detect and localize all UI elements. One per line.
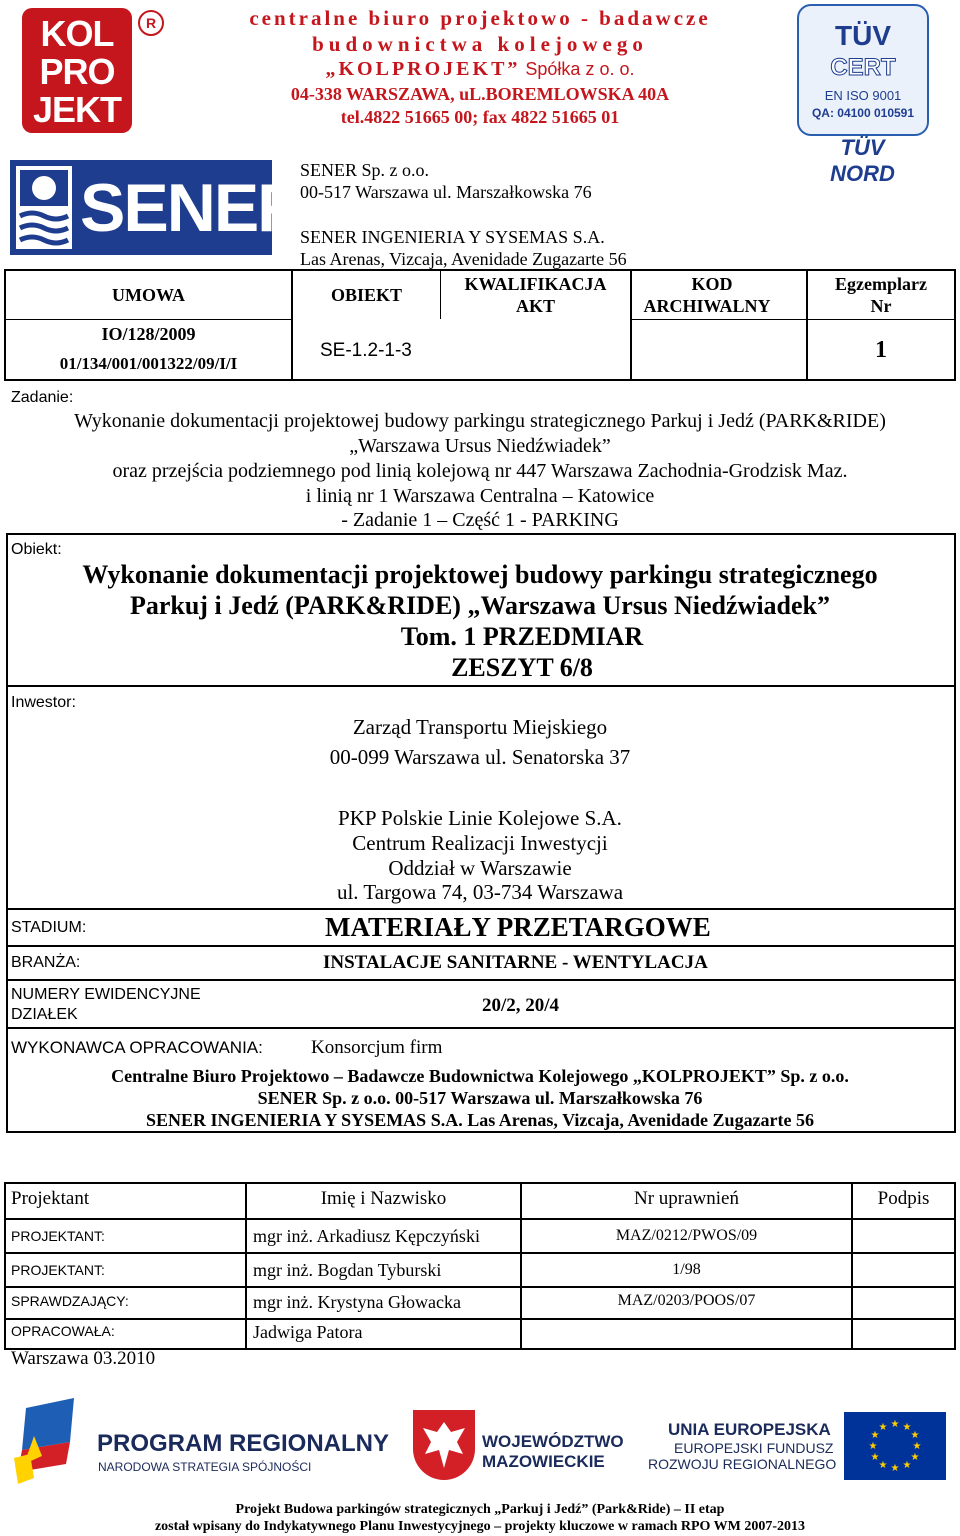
svg-text:★: ★ bbox=[902, 1460, 912, 1471]
program-regionalny-flag-icon bbox=[12, 1398, 90, 1486]
row-1-role: PROJEKTANT: bbox=[11, 1228, 105, 1244]
tuv-text: TÜV bbox=[835, 20, 891, 51]
svg-text:★: ★ bbox=[910, 1430, 920, 1441]
iso-text: EN ISO 9001 bbox=[824, 88, 902, 103]
svg-text:★: ★ bbox=[878, 1422, 888, 1433]
eu-line-1: UNIA EUROPEJSKA bbox=[668, 1420, 831, 1439]
row-2-nr: 1/98 bbox=[672, 1261, 701, 1278]
svg-text:★: ★ bbox=[870, 1430, 880, 1441]
umowa-value-1: IO/128/2009 bbox=[101, 324, 196, 344]
header-podpis: Podpis bbox=[877, 1188, 930, 1209]
footer-note-1: Projekt Budowa parkingów strategicznych „Parkuj i Jedź” (Park&Ride) – II etap bbox=[235, 1502, 725, 1517]
archiwalny-label: ARCHIWALNY bbox=[643, 296, 771, 316]
svg-text:★: ★ bbox=[878, 1460, 888, 1471]
sener-name: SENER Sp. z o.o. bbox=[300, 160, 430, 180]
egzemplarz-label: Egzemplarz bbox=[835, 274, 927, 294]
program-subtitle: NARODOWA STRATEGIA SPÓJNOŚCI bbox=[98, 1460, 312, 1474]
zadanie-line-5: - Zadanie 1 – Część 1 - PARKING bbox=[341, 509, 619, 531]
company-address: 04-338 WARSZAWA, uL.BOREMLOWSKA 40A bbox=[290, 84, 670, 104]
eu-line-2: EUROPEJSKI FUNDUSZ bbox=[674, 1440, 834, 1456]
eu-flag-icon bbox=[844, 1412, 946, 1480]
row-4-role: OPRACOWAŁA: bbox=[11, 1323, 115, 1339]
header-nr-uprawnien: Nr uprawnień bbox=[634, 1188, 739, 1209]
inwestor-line-4: Centrum Realizacji Inwestycji bbox=[352, 831, 608, 855]
svg-text:★: ★ bbox=[890, 1419, 900, 1430]
row-1-nr: MAZ/0212/PWOS/09 bbox=[615, 1227, 758, 1244]
obiekt-line-1: Wykonanie dokumentacji projektowej budowy parkingu strategicznego bbox=[82, 560, 878, 589]
wykonawca-value: Konsorcjum firm bbox=[311, 1037, 443, 1058]
egzemplarz-value: 1 bbox=[875, 337, 887, 363]
wykonawca-label: WYKONAWCA OPRACOWANIA: bbox=[11, 1038, 263, 1057]
inwestor-line-1: Zarząd Transportu Miejskiego bbox=[352, 715, 608, 739]
inwestor-label: Inwestor: bbox=[11, 694, 76, 711]
company-line-3 bbox=[170, 58, 790, 81]
logo-line-pro: PRO bbox=[39, 51, 115, 92]
svg-text:★: ★ bbox=[902, 1422, 912, 1433]
obiekt-line-3: Tom. 1 PRZEDMIAR bbox=[400, 622, 644, 651]
svg-text:★: ★ bbox=[868, 1441, 878, 1452]
footer-note-2: został wpisany do Indykatywnego Planu Inwestycyjnego – projekty kluczowe w ramach RPO WM 2007-2013 bbox=[154, 1519, 806, 1534]
sener-logo bbox=[10, 160, 305, 255]
svg-text:★: ★ bbox=[910, 1452, 920, 1463]
kwalifikacja-label: KWALIFIKACJA bbox=[464, 274, 607, 294]
wykonawca-line-2: SENER Sp. z o.o. 00-517 Warszawa ul. Marszałkowska 76 bbox=[257, 1088, 703, 1108]
place-date: Warszawa 03.2010 bbox=[11, 1348, 156, 1369]
svg-text:★: ★ bbox=[890, 1463, 900, 1474]
kod-label: KOD bbox=[691, 274, 733, 294]
mazowieckie-eagle-icon bbox=[413, 1410, 475, 1480]
logo-line-jekt: JEKT bbox=[32, 89, 122, 130]
numery-value: 20/2, 20/4 bbox=[482, 995, 560, 1016]
company-phone: tel.4822 51665 00; fax 4822 51665 01 bbox=[340, 107, 620, 127]
woj-line-1: WOJEWÓDZTWO bbox=[482, 1432, 624, 1451]
zadanie-line-3: oraz przejścia podziemnego pod linią kolejową nr 447 Warszawa Zachodnia-Grodzisk Maz. bbox=[112, 460, 848, 482]
row-4-name: Jadwiga Patora bbox=[253, 1322, 363, 1342]
woj-line-2: MAZOWIECKIE bbox=[482, 1452, 605, 1471]
numery-label-1: NUMERY EWIDENCYJNE bbox=[11, 986, 201, 1003]
branza-value: INSTALACJE SANITARNE - WENTYLACJA bbox=[323, 952, 708, 973]
registered-mark-icon: R bbox=[138, 10, 164, 36]
zadanie-line-2: „Warszawa Ursus Niedźwiadek” bbox=[349, 435, 611, 457]
svg-text:★: ★ bbox=[912, 1441, 922, 1452]
row-2-role: PROJEKTANT: bbox=[11, 1262, 105, 1278]
row-2-name: mgr inż. Bogdan Tyburski bbox=[253, 1260, 442, 1280]
logo-line-kol: KOL bbox=[40, 13, 114, 54]
header-projektant: Projektant bbox=[11, 1188, 90, 1209]
nr-label: Nr bbox=[870, 296, 892, 316]
obiekt-line-2: Parkuj i Jedź (PARK&RIDE) „Warszawa Ursus Niedźwiadek” bbox=[129, 591, 831, 620]
row-3-nr: MAZ/0203/POOS/07 bbox=[617, 1292, 756, 1309]
kolprojekt-logo bbox=[22, 8, 132, 133]
row-1-name: mgr inż. Arkadiusz Kępczyński bbox=[253, 1226, 480, 1246]
sener-logo-text: SENER bbox=[80, 170, 305, 246]
company-line-2: budownictwa kolejowego bbox=[312, 32, 648, 56]
sener-address: 00-517 Warszawa ul. Marszałkowska 76 bbox=[300, 182, 592, 202]
row-3-name: mgr inż. Krystyna Głowacka bbox=[253, 1292, 461, 1312]
row-3-role: SPRAWDZAJĄCY: bbox=[11, 1293, 129, 1309]
eu-line-3: ROZWOJU REGIONALNEGO bbox=[648, 1456, 837, 1472]
sener-emblem-icon bbox=[16, 166, 72, 249]
obiekt-line-4: ZESZYT 6/8 bbox=[451, 653, 593, 682]
company-name: „KOLPROJEKT” bbox=[325, 58, 521, 80]
tuv-cert-badge bbox=[797, 4, 929, 136]
numery-label-2: DZIAŁEK bbox=[11, 1006, 78, 1023]
qa-text: QA: 04100 010591 bbox=[811, 106, 915, 120]
umowa-value-2: 01/134/001/001322/09/I/I bbox=[59, 354, 238, 373]
svg-text:★: ★ bbox=[870, 1452, 880, 1463]
obiekt-value: SE-1.2-1-3 bbox=[320, 340, 412, 361]
zadanie-line-4: i linią nr 1 Warszawa Centralna – Katowice bbox=[305, 485, 655, 507]
sener2-name: SENER INGENIERIA Y SYSEMAS S.A. bbox=[300, 227, 605, 247]
obiekt-label: OBIEKT bbox=[330, 285, 403, 305]
inwestor-line-6: ul. Targowa 74, 03-734 Warszawa bbox=[336, 880, 624, 904]
inwestor-line-2: 00-099 Warszawa ul. Senatorska 37 bbox=[329, 745, 631, 769]
tuv-nord-logo: TÜV NORD bbox=[830, 135, 895, 186]
zadanie-label: Zadanie: bbox=[11, 389, 74, 406]
sener2-address: Las Arenas, Vizcaja, Avenidade Zugazarte 56 bbox=[300, 249, 627, 269]
inwestor-line-5: Oddział w Warszawie bbox=[388, 856, 572, 880]
akt-label: AKT bbox=[515, 296, 555, 316]
branza-label: BRANŻA: bbox=[11, 954, 81, 971]
inwestor-line-3: PKP Polskie Linie Kolejowe S.A. bbox=[338, 806, 622, 830]
wykonawca-line-1: Centralne Biuro Projektowo – Badawcze Budownictwa Kolejowego „KOLPROJEKT” Sp. z o.o. bbox=[111, 1066, 849, 1086]
program-title: PROGRAM REGIONALNY bbox=[97, 1430, 390, 1457]
stadium-label: STADIUM: bbox=[11, 919, 87, 936]
zadanie-line-1: Wykonanie dokumentacji projektowej budowy parkingu strategicznego Parkuj i Jedź (PARK&RIDE) bbox=[74, 410, 886, 432]
wykonawca-line-3: SENER INGENIERIA Y SYSEMAS S.A. Las Arenas, Vizcaja, Avenidade Zugazarte 56 bbox=[145, 1110, 815, 1130]
company-form: Spółka z o. o. bbox=[520, 59, 635, 79]
umowa-label: UMOWA bbox=[112, 285, 185, 305]
header-imie-nazwisko: Imię i Nazwisko bbox=[320, 1188, 447, 1209]
cert-text: CERT bbox=[830, 54, 896, 81]
stadium-value: MATERIAŁY PRZETARGOWE bbox=[325, 912, 711, 942]
company-line-1: centralne biuro projektowo - badawcze bbox=[249, 6, 711, 30]
obiekt-section-label: Obiekt: bbox=[11, 541, 62, 558]
